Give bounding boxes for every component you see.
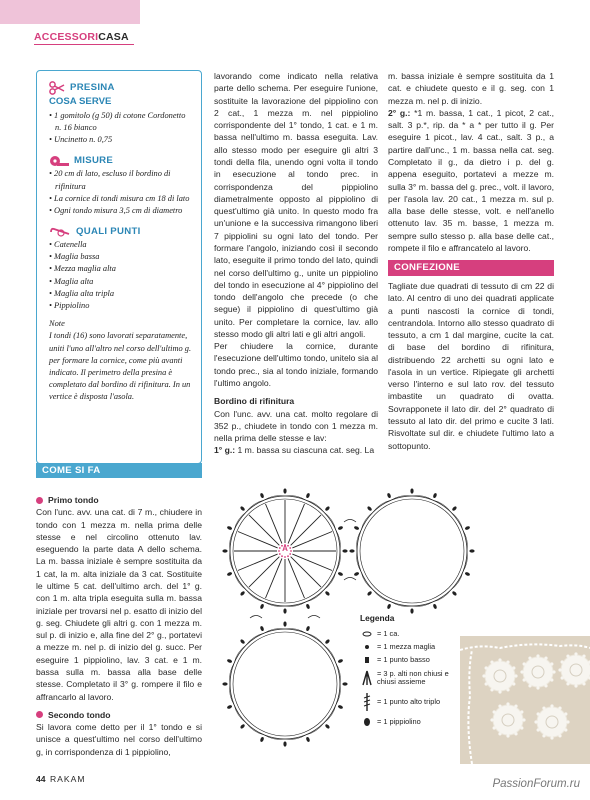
column-1 [36,488,202,758]
tape-measure-icon [49,155,69,167]
col2-text-1: lavorando come indicato nella relativa parte dello schema. Per eseguire l'unione, sostituite la lavorazione del pippiolino con 2 cat., 1 mezza m. nel pippiolino corrispondente del 1° tondo, 1 cat. e 1 m. bassa nell'ultimo m. bassa eseguita. Lav. allo stesso modo per eseguire gli altri 3 tondi della fila, unendo ogni volta il tondo in esecuzione al tondo prec. in corrispondenza del pippiolino diametralmente opposto al pippiolino di quest'ultimo già unito. In questo modo fra un'unione e la successiva rimangono liberi 7 pippiolini su ogni lato del tondo. Per formare l'angolo, iniziando così il secondo lato, eseguite il primo tondo del lato, quindi nel corso dell'ultimo g., unite un pippiolino del tondo in esecuzione al 4° pippiolino del tondo dell'angolo che precede (o che segue) il pippiolino di quest'ultimo già unito. Per completare la cornice, lav. allo stesso modo gli altri lati e gli altri angoli. [214,71,378,339]
scissors-icon [49,81,65,95]
single-crochet-symbol-icon [362,656,372,664]
list-item: • Ogni tondo misura 3,5 cm di diametro [49,205,193,217]
punti-title: QUALI PUNTI [76,226,141,238]
list-item: • Uncinetto n. 0,75 [49,134,193,146]
section-label: ACCESSORICASA [34,31,129,43]
list-item: • Pippiolino [49,300,193,312]
bordino-heading: Bordino di rifinitura [214,396,295,407]
cluster-symbol-icon [360,669,374,687]
list-item: • 20 cm di lato, escluso il bordino di rifinitura [49,168,193,192]
column-3 [388,70,554,452]
list-item: • Maglia alta tripla [49,288,193,300]
potholder-photo [460,636,590,764]
misure-heading [49,154,193,168]
col3-text-1: m. bassa iniziale è sempre sostituita da 1 cat. e chiudete questo e il g. seg. con 1 mezza m. nel p. di inizio. [388,71,554,106]
primo-tondo-heading: Primo tondo [36,494,202,506]
bullet-dot-icon [36,497,43,504]
legend-title: Legenda [360,613,395,623]
section-tag [0,0,140,42]
column-2 [214,70,378,457]
presina-heading [49,81,193,95]
legend-row-chain: = 1 ca. [360,630,460,638]
page-footer [36,773,86,785]
punti-list [49,239,193,312]
list-item: • La cornice di tondi misura cm 18 di lato [49,193,193,205]
punti-heading [49,225,193,239]
note-text: I tondi (16) sono lavorati separatamente, uniti l'uno all'altro nel corso dell'ultimo g. per formare la cornice, come più avanti indicato. Il perimetro della presina è completato dal bordino di rifinitura. In un vertice è disposta l'asola. [49,331,192,402]
crochet-motif [349,488,474,613]
list-item: • Maglia alta [49,276,193,288]
triple-treble-symbol-icon [363,692,371,712]
misure-title: MISURE [74,155,114,167]
crochet-hook-icon [49,226,71,238]
bullet-dot-icon [36,711,43,718]
note [49,318,193,403]
crochet-motif [222,621,347,746]
confezione-text: Tagliate due quadrati di tessuto di cm 22 di lato. Al centro di uno dei quadrati applicate a punti nascosti la cornice di tondi, centrandola. Intorno allo stesso quadrato di tessuto, a cm 1 dal margine, cucite la cat. di base del bordino di rifinitura, distribuendo 22 archetti su ogni lato e l'asola in un vertice. Ripiegate gli archetti verso l'interno e sul lato rov. del tessuto imbastite un quadrato di ovatta. Sovrapponete il lato dir. del 2° quadrato di tessuto al lato dir. del primo e cucite 3 lati. Risvoltate sul dir. e chiudete l'ultimo lato a sottopunto. [388,280,554,451]
picot-symbol-icon [363,717,371,727]
legend-row-picot: = 1 pippiolino [360,717,460,727]
primo-tondo-text: Con l'unc. avv. una cat. di 7 m., chiudere in tondo con 1 mezza m. nella prima delle stesse e nel circolino ottenuto lav. eseguendo la parte data A dello schema. La m. bassa iniziale è sempre sostituita da 1 cat, la m. alta iniziale da 3 cat. Sostituite le ultime 5 cat. dell'ultimo arch. del 1° g. con 1 m. alta tripla eseguita sulla m. bassa iniziale per trovarsi nel p. esatto di inizio del g. seg. Chiudete gli altri g. con 1 mezza m. sul p. di inizio e, alla fine del 2° g., portatevi a mezze m. nel p. di inizio del g. succ. Per eseguire 1 pippiolino, lav. 3 cat. e 1 m. bassa sulla m. bassa alla base delle stesse. Completato il 3° g. rompere il filo e affrancarlo al lavoro. [36,507,202,702]
round-1-text: 1° g.: 1 m. bassa su ciascuna cat. seg. La [214,445,375,456]
confezione-bar: CONFEZIONE [388,260,554,276]
legend-row-triple: = 1 punto alto triplo [360,692,460,712]
list-item: • Catenella [49,239,193,251]
section-band [0,0,140,24]
note-label: Note [49,319,65,329]
secondo-tondo-text: Si lavora come detto per il 1° tondo e si unisce a quest'ultimo nel corso dell'ultimo g, in corrispondenza di 1 pippiolino, [36,722,202,757]
page-number: 44 [36,774,46,784]
round-2-text: 2° g.: *1 m. bassa, 1 cat., 1 picot, 2 cat., salt. 3 p.*, rip. da * a * per tutto il g. Per eseguire 1 picot., lav. 4 cat., salt. 3 p., a partire dall'unc., 1 m. bassa nella cat. seg. Completato il g., da dietro i p. del g. appena eseguito, portatevi a mezze m. sulla 3° m. bassa del g. prec., volt. il lavoro, per l'asola lav. 20 cat., 1 mezza m. sul p. alla base delle stesse, volt. e nell'anello ottenuto lav. 35 m. basse, 1 mezza m. sempre sullo stesso p. alla base delle cat., rompete il filo e affrancatelo al lavoro. [388,107,555,253]
slip-stitch-symbol-icon [362,644,372,650]
chain-symbol-icon [362,631,372,637]
legend [360,612,460,732]
materials-box [36,70,202,464]
secondo-tondo-heading: Secondo tondo [36,709,202,721]
legend-row-cluster: = 3 p. alti non chiusi e chiusi assieme [360,669,460,687]
section-rule [34,44,134,45]
list-item: • 1 gomitolo (g 50) di cotone Cordonetto n. 16 bianco [49,110,193,134]
watermark: PassionForum.ru [492,778,580,790]
misure-list [49,168,193,217]
list-item: • Maglia bassa [49,251,193,263]
diagram-label-a: A [282,544,288,553]
legend-row-slip: = 1 mezza maglia [360,643,460,651]
list-item: • Mezza maglia alta [49,263,193,275]
cosa-serve-title: COSA SERVE [49,96,112,107]
cosa-serve-list [49,110,193,147]
legend-row-single: = 1 punto basso [360,656,460,664]
bordino-text: Con l'unc. avv. una cat. molto regolare di 352 p., chiudete in tondo con 1 mezza m. nella prima delle stesse e lav: [214,408,378,444]
come-si-fa-bar: COME SI FA [36,463,202,478]
col2-text-2: Per chiudere la cornice, durante l'esecuzione dell'ultimo tondo, unitelo sia al tondo prec., sia al tondo iniziale, formando l'ultimo angolo. [214,341,378,389]
presina-title: PRESINA [70,82,115,94]
magazine-name: RAKAM [49,774,86,784]
